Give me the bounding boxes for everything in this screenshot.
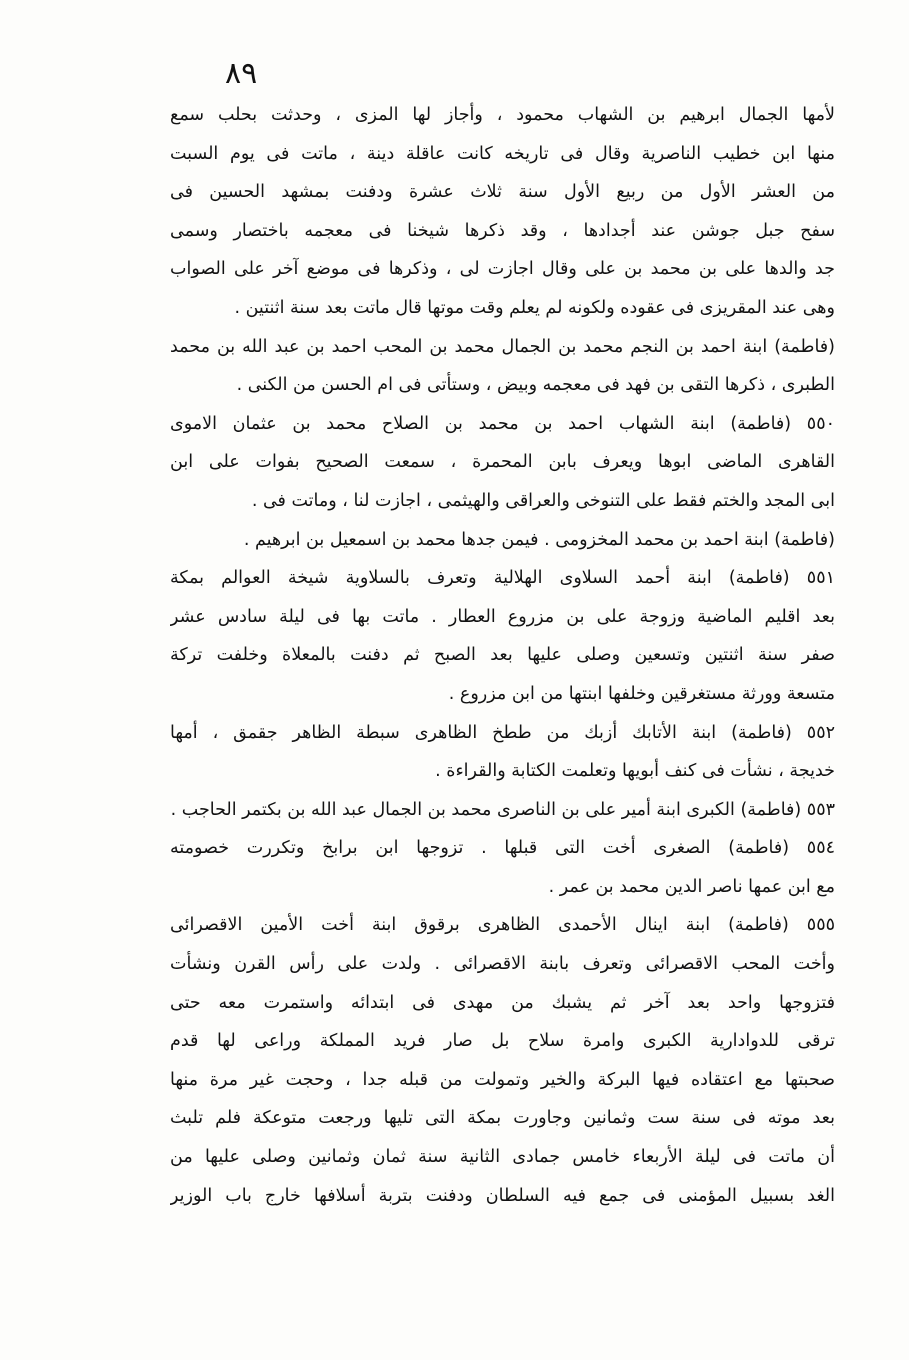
text-line: الطبرى ، ذكرها التقى بن فهد فى معجمه وبيض ، وستأتى فى ام الحسن من الكنى .: [236, 375, 835, 396]
text-line: وأخت المحب الاقصرائى وتعرف بابنة الاقصرائى . ولدت على رأس القرن ونشأت: [170, 954, 835, 975]
text-line: ٥٥٤ (فاطمة) الصغرى أخت التى قبلها . تزوجها ابن برابخ وتكررت خصومته: [170, 838, 835, 859]
text-line: سفح جبل جوشن عند أجدادها ، وقد ذكرها شيخنا فى معجمه باختصار وسمى: [170, 220, 835, 241]
text-line: منها ابن خطيب الناصرية وقال فى تاريخه كانت عاقلة دينة ، ماتت فى يوم السبت: [170, 143, 835, 164]
text-line: جد والدها على بن محمد بن على وقال اجازت لى ، وذكرها فى موضع آخر على الصواب: [170, 259, 835, 280]
text-line: لأمها الجمال ابرهيم بن الشهاب محمود ، وأجاز لها المزى ، وحدثت بحلب سمع: [170, 105, 835, 125]
text-line: ٥٥٥ (فاطمة) ابنة اينال الأحمدى الظاهرى برقوق ابنة أخت الأمين الاقصرائى: [170, 915, 835, 936]
body-text: [170, 96, 835, 1215]
text-line: وهى عند المقريزى فى عقوده ولكونه لم يعلم وقت موتها قال ماتت بعد سنة اثنتين .: [234, 297, 835, 318]
text-line: مع ابن عمها ناصر الدين محمد بن عمر .: [548, 876, 835, 897]
text-line: (فاطمة) ابنة احمد بن محمد المخزومى . فيمن جدها محمد بن اسمعيل بن ابرهيم .: [243, 529, 835, 550]
text-line: من العشر الأول من ربيع الأول سنة ثلاث عشرة ودفنت بمشهد الحسين فى: [170, 182, 835, 203]
text-line: صحبتها مع اعتقاده فيها البركة والخير وتمولت من قبله جدا ، وحجت غير مرة منها: [170, 1069, 835, 1090]
text-line: ٥٥٢ (فاطمة) ابنة الأتابك أزبك من ططخ الظاهرى سبطة الظاهر جقمق ، أمها: [170, 722, 835, 743]
text-line: متسعة وورثة مستغرقين وخلفها ابنتها من ابن مزروع .: [448, 683, 835, 704]
text-line: فتزوجها واحد بعد آخر ثم يشبك من مهدى فى ابتدائه واستمرت معه حتى: [170, 992, 835, 1013]
text-line: صفر سنة اثنتين وتسعين وصلى عليها بعد الصبح ثم دفنت بالمعلاة وخلفت تركة: [170, 645, 835, 666]
text-line: أن ماتت فى ليلة الأربعاء خامس جمادى الثانية سنة ثمان وثمانين وصلى عليها من: [170, 1147, 835, 1168]
text-line: بعد اقليم الماضية وزوجة على بن مزروع العطار . ماتت بها فى ليلة سادس عشر: [170, 606, 835, 627]
text-line: ٥٥٣ (فاطمة) الكبرى ابنة أمير على بن الناصرى محمد بن الجمال عبد الله بن بكتمر الحاجب .: [170, 799, 835, 820]
page-number: ٨٩: [225, 56, 258, 91]
text-line: ٥٥٠ (فاطمة) ابنة الشهاب احمد بن محمد بن الصلاح محمد بن عثمان الاموى: [170, 413, 835, 434]
text-line: بعد موته فى سنة ست وثمانين وجاورت بمكة التى تليها ورجعت متوعكة فلم تلبث: [170, 1108, 835, 1129]
text-line: خديجة ، نشأت فى كنف أبويها وتعلمت الكتابة والقراءة .: [435, 761, 835, 782]
text-line: الغد بسبيل المؤمنى فى جمع فيه السلطان ودفنت بتربة أسلافها خارج باب الوزير: [170, 1185, 835, 1206]
text-line: ٥٥١ (فاطمة) ابنة أحمد السلاوى الهلالية وتعرف بالسلاوية شيخة العوالم بمكة: [170, 568, 835, 589]
text-line: القاهرى الماضى ابوها ويعرف بابن المحمرة ، سمعت الصحيح بفوات على ابن: [170, 452, 835, 473]
text-line: ابى المجد والختم فقط على التنوخى والعراقى والهيثمى ، اجازت لنا ، وماتت فى .: [251, 490, 835, 511]
text-line: ترقى للدوادارية الكبرى وامرة سلاح بل صار فريد المملكة وراعى لها قدم: [170, 1031, 835, 1052]
text-line: (فاطمة) ابنة احمد بن النجم محمد بن الجمال محمد بن المحب احمد بن عبد الله بن محمد: [170, 336, 835, 357]
